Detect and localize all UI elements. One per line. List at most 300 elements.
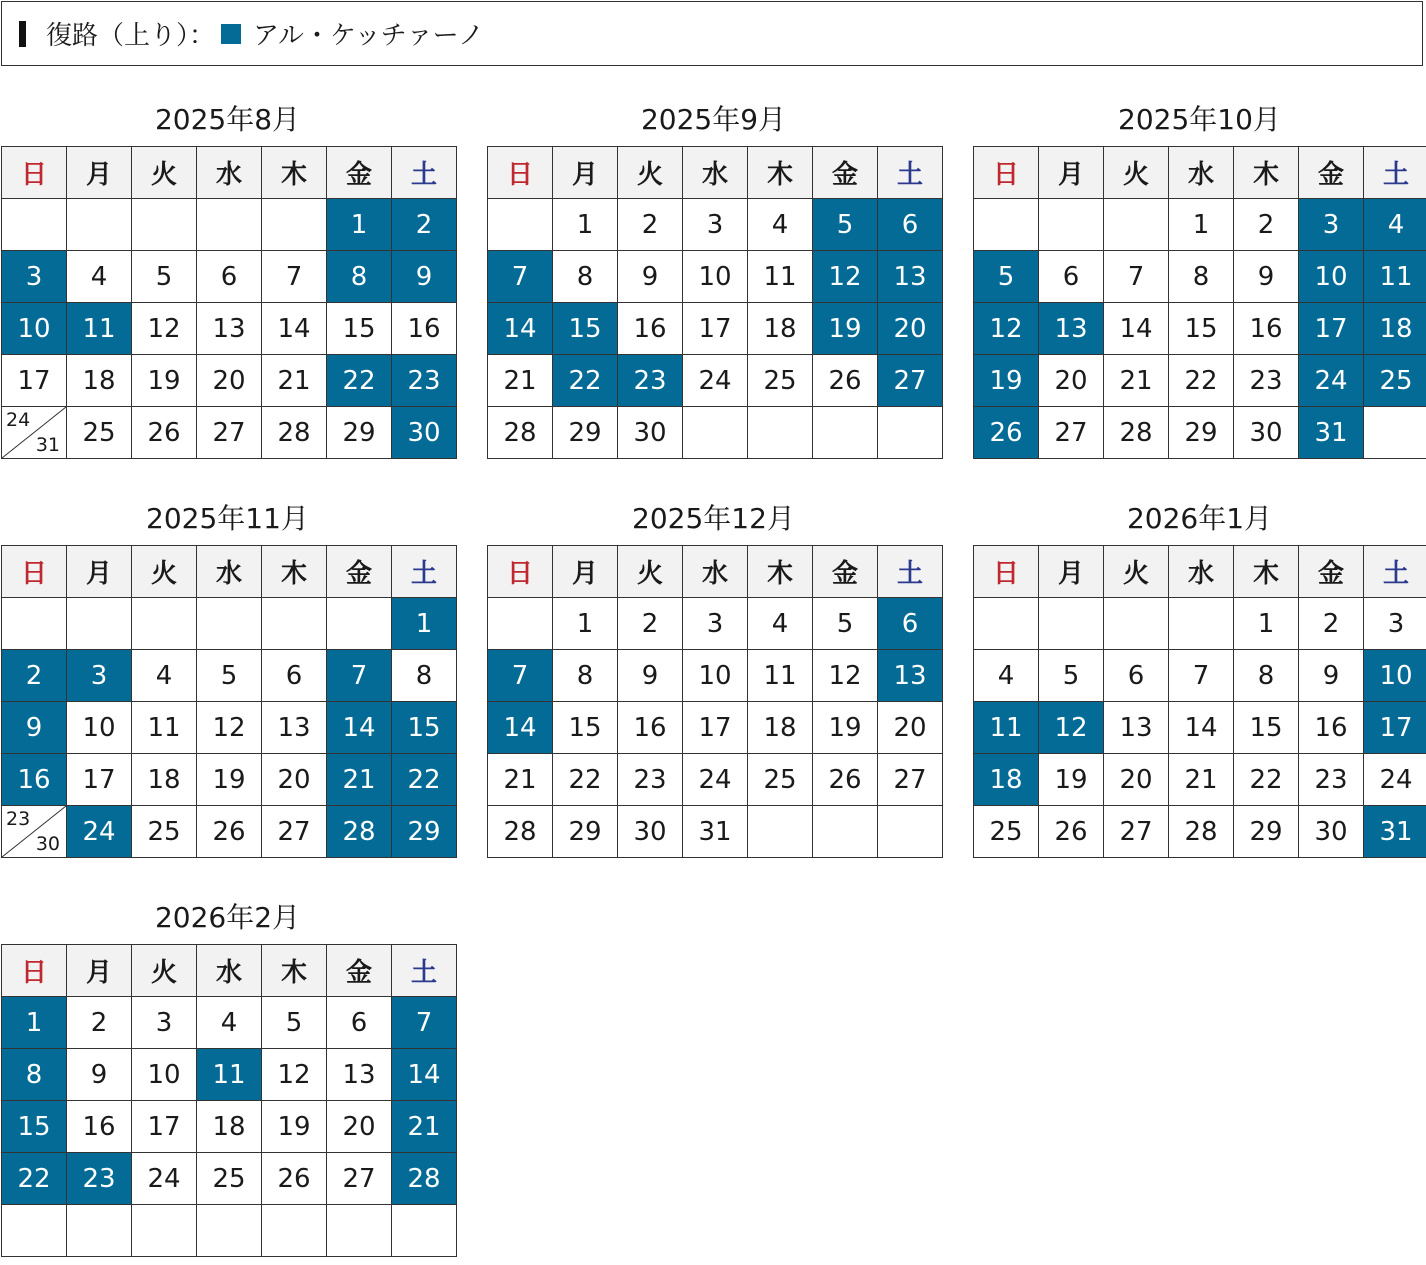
- weekday-header: 木: [748, 147, 813, 199]
- legend-swatch: [221, 24, 241, 44]
- day-cell: 17: [132, 1101, 197, 1153]
- day-cell: 9: [618, 650, 683, 702]
- month-calendar: [487, 493, 940, 858]
- empty-cell: [197, 1205, 262, 1257]
- day-cell: 1: [553, 199, 618, 251]
- day-cell: 8: [327, 251, 392, 303]
- weekday-header: 火: [132, 945, 197, 997]
- day-cell: 3: [67, 650, 132, 702]
- day-cell: 4: [974, 650, 1039, 702]
- day-cell: 10: [683, 251, 748, 303]
- day-cell: 18: [1364, 303, 1426, 355]
- empty-cell: [132, 199, 197, 251]
- day-cell: 19: [262, 1101, 327, 1153]
- week-row: [2, 407, 457, 459]
- day-cell: 15: [327, 303, 392, 355]
- weekday-header: 木: [262, 945, 327, 997]
- day-cell: 6: [327, 997, 392, 1049]
- day-cell: 2: [618, 199, 683, 251]
- weekday-header: 日: [974, 546, 1039, 598]
- day-cell: 25: [1364, 355, 1426, 407]
- empty-cell: [1039, 598, 1104, 650]
- day-cell: 28: [488, 806, 553, 858]
- month-calendar: [1, 94, 454, 459]
- day-cell: 5: [1039, 650, 1104, 702]
- day-cell: 11: [748, 251, 813, 303]
- day-cell: 1: [1169, 199, 1234, 251]
- day-cell: 16: [618, 303, 683, 355]
- empty-cell: [488, 199, 553, 251]
- weekday-header: 木: [748, 546, 813, 598]
- empty-cell: [67, 1205, 132, 1257]
- weekday-header: 月: [553, 147, 618, 199]
- month-table: [487, 545, 943, 858]
- day-cell: 26: [1039, 806, 1104, 858]
- day-cell: 18: [748, 303, 813, 355]
- split-day-first: 24: [6, 409, 31, 431]
- empty-cell: [1039, 199, 1104, 251]
- day-cell: 13: [1104, 702, 1169, 754]
- empty-cell: [813, 806, 878, 858]
- split-day-first: 23: [6, 808, 31, 830]
- day-cell: 30: [618, 407, 683, 459]
- empty-cell: [813, 407, 878, 459]
- day-cell: 7: [262, 251, 327, 303]
- day-cell: 8: [1169, 251, 1234, 303]
- day-cell: 6: [1104, 650, 1169, 702]
- week-row: [2, 199, 457, 251]
- day-cell: 9: [1234, 251, 1299, 303]
- weekday-header-row: [974, 147, 1426, 199]
- weekday-header: 火: [1104, 147, 1169, 199]
- month-calendar: [973, 493, 1426, 858]
- month-title: 2026年1月: [1126, 502, 1273, 535]
- empty-cell: [132, 598, 197, 650]
- day-cell: 3: [1364, 598, 1426, 650]
- day-cell: 7: [488, 251, 553, 303]
- empty-cell: [2, 199, 67, 251]
- day-cell: 11: [748, 650, 813, 702]
- day-cell: 5: [132, 251, 197, 303]
- empty-cell: [683, 407, 748, 459]
- weekday-header: 木: [262, 546, 327, 598]
- empty-cell: [2, 598, 67, 650]
- day-cell: 8: [2, 1049, 67, 1101]
- day-cell: 5: [813, 598, 878, 650]
- day-cell: 29: [553, 806, 618, 858]
- day-cell: 22: [1234, 754, 1299, 806]
- weekday-header: 日: [974, 147, 1039, 199]
- day-cell: 22: [2, 1153, 67, 1205]
- day-cell: 8: [553, 251, 618, 303]
- week-row: [2, 1049, 457, 1101]
- day-cell: 15: [553, 303, 618, 355]
- day-cell: 10: [683, 650, 748, 702]
- day-cell: 26: [132, 407, 197, 459]
- day-cell: 8: [392, 650, 457, 702]
- day-cell: 15: [1234, 702, 1299, 754]
- day-cell: 19: [1039, 754, 1104, 806]
- day-cell: 22: [1169, 355, 1234, 407]
- week-row: [974, 806, 1426, 858]
- day-cell: 30: [1299, 806, 1364, 858]
- day-cell: 13: [878, 650, 943, 702]
- day-cell: 4: [132, 650, 197, 702]
- day-cell: 22: [327, 355, 392, 407]
- day-cell: 21: [488, 754, 553, 806]
- week-row: [2, 1101, 457, 1153]
- day-cell: 20: [1039, 355, 1104, 407]
- day-cell: 18: [67, 355, 132, 407]
- day-cell: 16: [2, 754, 67, 806]
- day-cell: 26: [813, 355, 878, 407]
- week-row: [974, 702, 1426, 754]
- day-cell: 8: [553, 650, 618, 702]
- day-cell: 21: [327, 754, 392, 806]
- day-cell: 1: [2, 997, 67, 1049]
- month-title: 2026年2月: [154, 901, 301, 934]
- day-cell: 24: [1299, 355, 1364, 407]
- day-cell: 4: [197, 997, 262, 1049]
- day-cell: 5: [974, 251, 1039, 303]
- day-cell: 8: [1234, 650, 1299, 702]
- week-row: [488, 754, 943, 806]
- day-cell: 1: [1234, 598, 1299, 650]
- weekday-header: 日: [488, 546, 553, 598]
- day-cell: 4: [748, 598, 813, 650]
- week-row: [488, 806, 943, 858]
- weekday-header: 火: [132, 147, 197, 199]
- week-row: [488, 251, 943, 303]
- day-cell: 20: [878, 303, 943, 355]
- day-cell: 7: [327, 650, 392, 702]
- day-cell: 11: [1364, 251, 1426, 303]
- day-cell: 3: [132, 997, 197, 1049]
- weekday-header: 水: [197, 945, 262, 997]
- day-cell: 2: [67, 997, 132, 1049]
- day-cell: 2: [1234, 199, 1299, 251]
- month-table: [1, 545, 457, 858]
- empty-cell: [974, 598, 1039, 650]
- day-cell: 29: [553, 407, 618, 459]
- week-row: [974, 199, 1426, 251]
- day-cell: 14: [1169, 702, 1234, 754]
- empty-cell: [1169, 598, 1234, 650]
- day-cell: 20: [878, 702, 943, 754]
- legend-ship-name: アル・ケッチァーノ: [253, 21, 485, 51]
- empty-cell: [878, 407, 943, 459]
- weekday-header: 土: [392, 147, 457, 199]
- day-cell: 25: [974, 806, 1039, 858]
- day-cell: 27: [878, 754, 943, 806]
- day-cell: 22: [553, 355, 618, 407]
- weekday-header: 月: [1039, 546, 1104, 598]
- day-cell: 1: [553, 598, 618, 650]
- day-cell: 3: [683, 598, 748, 650]
- legend-bullet-icon: [19, 21, 26, 47]
- weekday-header: 水: [683, 147, 748, 199]
- empty-cell: [262, 1205, 327, 1257]
- day-cell: 13: [262, 702, 327, 754]
- day-cell: 20: [197, 355, 262, 407]
- weekday-header: 木: [1234, 546, 1299, 598]
- day-cell: 13: [878, 251, 943, 303]
- day-cell: 20: [1104, 754, 1169, 806]
- day-cell: 7: [488, 650, 553, 702]
- day-cell: 4: [748, 199, 813, 251]
- day-cell: 20: [327, 1101, 392, 1153]
- weekday-header-row: [2, 147, 457, 199]
- day-cell: 6: [878, 598, 943, 650]
- day-cell: 17: [67, 754, 132, 806]
- day-cell: 17: [1299, 303, 1364, 355]
- day-cell: 13: [197, 303, 262, 355]
- weekday-header: 水: [197, 147, 262, 199]
- day-cell: 17: [2, 355, 67, 407]
- day-cell: 14: [488, 303, 553, 355]
- weekday-header: 金: [327, 546, 392, 598]
- day-cell: 28: [488, 407, 553, 459]
- month-calendar: [973, 94, 1426, 459]
- empty-cell: [488, 598, 553, 650]
- day-cell: 16: [1299, 702, 1364, 754]
- month-table: [1, 146, 457, 459]
- month-table: [973, 545, 1426, 858]
- week-row: [2, 303, 457, 355]
- day-cell: 28: [262, 407, 327, 459]
- weekday-header-row: [488, 546, 943, 598]
- month-calendar: [487, 94, 940, 459]
- week-row: [2, 355, 457, 407]
- day-cell: 19: [974, 355, 1039, 407]
- day-cell: 31: [1299, 407, 1364, 459]
- empty-cell: [262, 199, 327, 251]
- day-cell: 22: [392, 754, 457, 806]
- day-cell: 1: [327, 199, 392, 251]
- day-cell: 12: [1039, 702, 1104, 754]
- day-cell: 3: [683, 199, 748, 251]
- day-cell: 14: [488, 702, 553, 754]
- week-row: [974, 251, 1426, 303]
- day-cell: 21: [262, 355, 327, 407]
- weekday-header: 土: [392, 945, 457, 997]
- day-cell: 3: [2, 251, 67, 303]
- day-cell: 21: [488, 355, 553, 407]
- month-title: 2025年12月: [632, 502, 795, 535]
- day-cell: 15: [553, 702, 618, 754]
- day-cell: 2: [618, 598, 683, 650]
- weekday-header-row: [488, 147, 943, 199]
- day-cell: 19: [197, 754, 262, 806]
- day-cell: 28: [327, 806, 392, 858]
- day-cell: 27: [1104, 806, 1169, 858]
- empty-cell: [392, 1205, 457, 1257]
- week-row: [974, 598, 1426, 650]
- empty-cell: [1104, 199, 1169, 251]
- month-calendar: [1, 493, 454, 858]
- day-cell: 5: [262, 997, 327, 1049]
- day-cell: 20: [262, 754, 327, 806]
- empty-cell: [327, 1205, 392, 1257]
- day-cell: 17: [1364, 702, 1426, 754]
- day-cell: 15: [392, 702, 457, 754]
- empty-cell: [67, 598, 132, 650]
- weekday-header: 金: [813, 147, 878, 199]
- day-cell: 24: [132, 1153, 197, 1205]
- empty-cell: [1104, 598, 1169, 650]
- week-row: [2, 754, 457, 806]
- weekday-header: 火: [132, 546, 197, 598]
- empty-cell: [262, 598, 327, 650]
- day-cell: 23: [1299, 754, 1364, 806]
- day-cell: 27: [327, 1153, 392, 1205]
- week-row: [2, 702, 457, 754]
- day-cell: 24: [1364, 754, 1426, 806]
- month-title: 2025年10月: [1118, 103, 1281, 136]
- day-cell: 27: [197, 407, 262, 459]
- week-row: [2, 598, 457, 650]
- day-cell: 23: [1234, 355, 1299, 407]
- day-cell: 25: [197, 1153, 262, 1205]
- weekday-header: 金: [1299, 147, 1364, 199]
- day-cell: 19: [132, 355, 197, 407]
- day-cell: 30: [1234, 407, 1299, 459]
- day-cell: 14: [262, 303, 327, 355]
- week-row: [488, 650, 943, 702]
- day-cell: 12: [197, 702, 262, 754]
- weekday-header: 月: [67, 147, 132, 199]
- day-cell: 12: [974, 303, 1039, 355]
- month-table: [1, 944, 457, 1257]
- weekday-header: 月: [1039, 147, 1104, 199]
- split-day-cell: [2, 806, 67, 858]
- day-cell: 6: [1039, 251, 1104, 303]
- day-cell: 11: [132, 702, 197, 754]
- weekday-header: 土: [392, 546, 457, 598]
- day-cell: 23: [67, 1153, 132, 1205]
- day-cell: 27: [878, 355, 943, 407]
- weekday-header: 木: [1234, 147, 1299, 199]
- day-cell: 26: [813, 754, 878, 806]
- day-cell: 15: [1169, 303, 1234, 355]
- day-cell: 5: [197, 650, 262, 702]
- weekday-header: 日: [488, 147, 553, 199]
- weekday-header: 日: [2, 147, 67, 199]
- week-row: [974, 355, 1426, 407]
- day-cell: 23: [618, 355, 683, 407]
- day-cell: 23: [618, 754, 683, 806]
- empty-cell: [132, 1205, 197, 1257]
- day-cell: 12: [132, 303, 197, 355]
- legend-box: [1, 1, 1423, 66]
- day-cell: 29: [327, 407, 392, 459]
- month-calendar: [1, 892, 454, 1257]
- month-title: 2025年9月: [640, 103, 787, 136]
- weekday-header: 金: [327, 147, 392, 199]
- week-row: [974, 754, 1426, 806]
- day-cell: 7: [1169, 650, 1234, 702]
- day-cell: 10: [2, 303, 67, 355]
- day-cell: 21: [392, 1101, 457, 1153]
- day-cell: 24: [683, 355, 748, 407]
- day-cell: 26: [197, 806, 262, 858]
- empty-cell: [748, 407, 813, 459]
- weekday-header: 土: [878, 546, 943, 598]
- month-title: 2025年11月: [146, 502, 309, 535]
- day-cell: 2: [392, 199, 457, 251]
- weekday-header: 月: [553, 546, 618, 598]
- day-cell: 18: [197, 1101, 262, 1153]
- day-cell: 29: [1234, 806, 1299, 858]
- week-row: [2, 251, 457, 303]
- weekday-header: 火: [1104, 546, 1169, 598]
- day-cell: 25: [132, 806, 197, 858]
- day-cell: 13: [327, 1049, 392, 1101]
- day-cell: 6: [262, 650, 327, 702]
- day-cell: 10: [1299, 251, 1364, 303]
- day-cell: 16: [1234, 303, 1299, 355]
- empty-cell: [878, 806, 943, 858]
- day-cell: 18: [974, 754, 1039, 806]
- week-row: [974, 650, 1426, 702]
- week-row: [2, 650, 457, 702]
- day-cell: 11: [67, 303, 132, 355]
- day-cell: 16: [618, 702, 683, 754]
- week-row: [2, 1205, 457, 1257]
- weekday-header: 火: [618, 546, 683, 598]
- day-cell: 27: [262, 806, 327, 858]
- weekday-header-row: [2, 945, 457, 997]
- weekday-header: 金: [1299, 546, 1364, 598]
- empty-cell: [327, 598, 392, 650]
- day-cell: 7: [1104, 251, 1169, 303]
- weekday-header: 月: [67, 945, 132, 997]
- day-cell: 16: [392, 303, 457, 355]
- day-cell: 28: [392, 1153, 457, 1205]
- day-cell: 12: [813, 650, 878, 702]
- day-cell: 21: [1104, 355, 1169, 407]
- month-table: [973, 146, 1426, 459]
- day-cell: 19: [813, 702, 878, 754]
- day-cell: 9: [392, 251, 457, 303]
- day-cell: 24: [67, 806, 132, 858]
- day-cell: 19: [813, 303, 878, 355]
- day-cell: 26: [974, 407, 1039, 459]
- day-cell: 15: [2, 1101, 67, 1153]
- day-cell: 28: [1169, 806, 1234, 858]
- week-row: [974, 407, 1426, 459]
- day-cell: 29: [392, 806, 457, 858]
- weekday-header: 月: [67, 546, 132, 598]
- day-cell: 26: [262, 1153, 327, 1205]
- month-table: [487, 146, 943, 459]
- day-cell: 2: [1299, 598, 1364, 650]
- day-cell: 25: [748, 754, 813, 806]
- month-title: 2025年8月: [154, 103, 301, 136]
- week-row: [488, 598, 943, 650]
- weekday-header: 水: [1169, 147, 1234, 199]
- day-cell: 27: [1039, 407, 1104, 459]
- weekday-header: 火: [618, 147, 683, 199]
- day-cell: 22: [553, 754, 618, 806]
- day-cell: 31: [1364, 806, 1426, 858]
- day-cell: 10: [67, 702, 132, 754]
- empty-cell: [197, 199, 262, 251]
- empty-cell: [2, 1205, 67, 1257]
- weekday-header: 日: [2, 945, 67, 997]
- day-cell: 10: [1364, 650, 1426, 702]
- day-cell: 9: [1299, 650, 1364, 702]
